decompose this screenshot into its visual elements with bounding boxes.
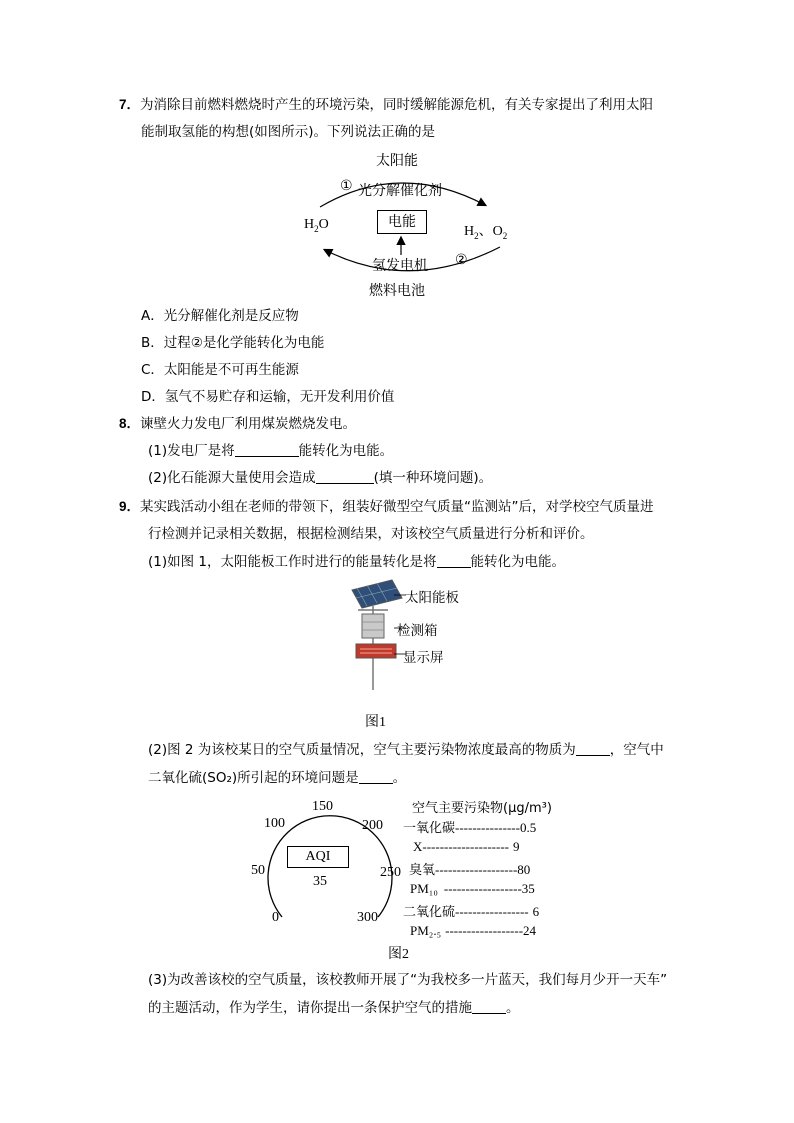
gauge-tick-label: 300 [357,910,378,925]
aqi-value: 35 [313,874,327,889]
generator-label: 氢发电机 [372,258,428,274]
q7-option-c: C．太阳能是不可再生能源 [141,362,299,378]
q9-part1: (1)如图 1，太阳能板工作时进行的能量转化是将 能转化为电能。 [148,554,566,570]
q8-stem: 8．谏壁火力发电厂利用煤炭燃烧发电。 [119,416,357,432]
q7-number: 7． [119,97,141,112]
pollutant-row: PM₁₀ ------------------35 [410,881,535,896]
answer-blank[interactable] [235,442,299,457]
pollutant-table-title: 空气主要污染物(μg/m³) [412,801,552,816]
pollutant-row: PM₂.₅ ------------------24 [410,923,537,938]
pollutant-row: 臭氧-------------------80 [409,862,531,877]
gauge-tick-label: 250 [380,865,401,880]
catalyst-label: 光分解催化剂 [358,183,442,199]
solar-panel-label: 太阳能板 [405,590,459,606]
q8-part2: (2)化石能源大量使用会造成 (填一种环境问题)。 [148,470,493,486]
figure-2-caption: 图2 [388,947,409,962]
q9-part2-line1: (2)图 2 为该校某日的空气质量情况，空气主要污染物浓度最高的物质为 ，空气中 [148,742,664,758]
pollutant-row: 二氧化硫----------------- 6 [403,904,540,919]
q9-line1: 9．某实践活动小组在老师的带领下，组装好微型空气质量“监测站”后，对学校空气质量进 [119,499,654,515]
gauge-tick-label: 150 [312,799,333,814]
q8-part1: (1)发电厂是将 能转化为电能。 [148,443,394,459]
gauge-tick-label: 200 [362,818,383,833]
answer-blank[interactable] [316,469,374,484]
q9-part3-line1: (3)为改善该校的空气质量，该校教师开展了“为我校多一片蓝天，我们每月少开一天车” [148,972,668,988]
answer-blank[interactable] [359,769,393,784]
water-label: $H_2O$ [304,217,329,234]
q9-line2: 行检测并记录相关数据，根据检测结果，对该校空气质量进行分析和评价。 [148,526,594,542]
display-screen-label: 显示屏 [403,650,444,666]
q7-option-b: B．过程②是化学能转化为电能 [141,335,325,351]
q7-line1: 7．为消除目前燃料燃烧时产生的环境污染，同时缓解能源危机，有关专家提出了利用太阳 [119,97,654,113]
answer-blank[interactable] [576,741,610,756]
q7-option-d: D．氢气不易贮存和运输，无开发利用价值 [141,389,395,405]
solar-label: 太阳能 [376,153,418,169]
gauge-tick-label: 100 [264,816,285,831]
products-label: $H_2$、$O_2$ [464,224,508,241]
figure-1-caption: 图1 [365,715,386,730]
pollutant-row: X-------------------- 9 [413,839,520,854]
detector-box-shape [362,614,384,638]
gauge-tick-label: 0 [272,910,279,925]
detector-box-label: 检测箱 [397,623,438,639]
q7-line2: 能制取氢能的构想(如图所示)。下列说法正确的是 [141,124,436,140]
pollutant-row: 一氧化碳---------------0.5 [403,820,537,835]
gauge-tick-label: 50 [251,863,265,878]
q9-part2-line2: 二氧化硫(SO₂)所引起的环境问题是 。 [148,770,407,786]
circle-two: ② [455,252,468,268]
display-screen-shape [356,644,396,658]
answer-blank[interactable] [472,999,506,1014]
q9-part3-line2: 的主题活动，作为学生，请你提出一条保护空气的措施 。 [148,1000,520,1016]
fuel-cell-label: 燃料电池 [369,283,425,299]
q7-option-a: A．光分解催化剂是反应物 [141,308,299,324]
electric-energy-box: 电能 [377,210,427,234]
circle-one: ① [340,178,353,194]
aqi-label-box: AQI [287,846,349,868]
answer-blank[interactable] [437,553,471,568]
